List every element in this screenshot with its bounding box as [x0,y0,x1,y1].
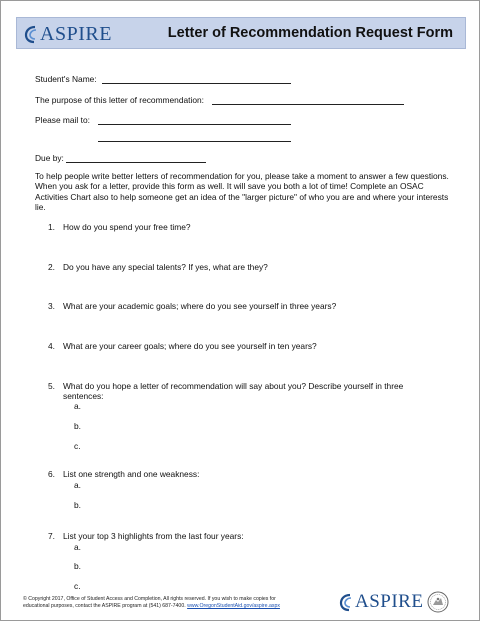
question-number: 4. [48,341,55,351]
question-number: 1. [48,222,55,232]
logo-text: ASPIRE [40,23,112,45]
question-text: List your top 3 highlights from the last four years: [63,531,244,541]
copyright-footer [23,596,280,609]
footer-logo-text: ASPIRE [355,591,424,612]
question-text: Do you have any special talents? If yes, what are they? [63,262,268,272]
answer-7b-label: b. [74,561,81,571]
footer-aspire-logo [339,590,423,614]
aspire-mark-icon [24,24,38,44]
aspire-website-link[interactable]: www.OregonStudentAid.gov/aspire.aspx [187,602,280,609]
question-text: What do you hope a letter of recommendation will say about you? Describe yourself in three [63,381,404,391]
student-name-line[interactable] [102,83,291,84]
student-name-label: Student's Name: [35,74,97,84]
copyright-line-1: © Copyright 2017, Office of Student Access and Completion, All rights reserved. If you wish to make copies for [23,596,276,602]
purpose-label: The purpose of this letter of recommendation: [35,95,204,105]
mail-to-label: Please mail to: [35,115,90,125]
question-text: How do you spend your free time? [63,222,191,232]
answer-6a-label: a. [74,480,81,490]
question-number: 3. [48,301,55,311]
question-number: 5. [48,381,55,391]
mail-to-line-2[interactable] [98,141,291,142]
question-7 [48,531,244,541]
mail-to-line-1[interactable] [98,124,291,125]
aspire-logo [24,22,112,46]
answer-6b-label: b. [74,500,81,510]
question-text: What are your career goals; where do you see yourself in ten years? [63,341,317,351]
answer-7c-label: c. [74,581,81,591]
question-6 [48,469,199,479]
question-text: What are your academic goals; where do you see yourself in three years? [63,301,337,311]
answer-5b-label: b. [74,421,81,431]
answer-7a-label: a. [74,542,81,552]
aspire-mark-icon [339,592,353,612]
question-5 [48,381,404,401]
question-4 [48,341,317,351]
question-number: 2. [48,262,55,272]
question-text-continued: sentences: [63,391,104,401]
header-bar [16,17,466,49]
question-number: 6. [48,469,55,479]
question-number: 7. [48,531,55,541]
state-seal-icon [427,591,449,613]
due-by-line[interactable] [66,162,206,163]
question-3 [48,301,336,311]
answer-5a-label: a. [74,401,81,411]
intro-paragraph: To help people write better letters of recommendation for you, please take a moment to answer a few questions. When you ask for a letter, provide this form as well. It will save you both a lot of time! Complete an OSAC Activities Chart also to help someone get an idea of the "larger picture" of who you are and where your interests lie. [35,171,449,213]
question-text: List one strength and one weakness: [63,469,200,479]
due-by-label: Due by: [35,153,64,163]
question-1 [48,222,191,232]
question-2 [48,262,268,272]
page-title: Letter of Recommendation Request Form [167,25,453,41]
contact-text: educational purposes, contact the ASPIRE program at (541) 687-7400. [23,602,188,609]
answer-5c-label: c. [74,441,81,451]
copyright-line-2 [23,603,280,610]
purpose-line[interactable] [212,104,404,105]
